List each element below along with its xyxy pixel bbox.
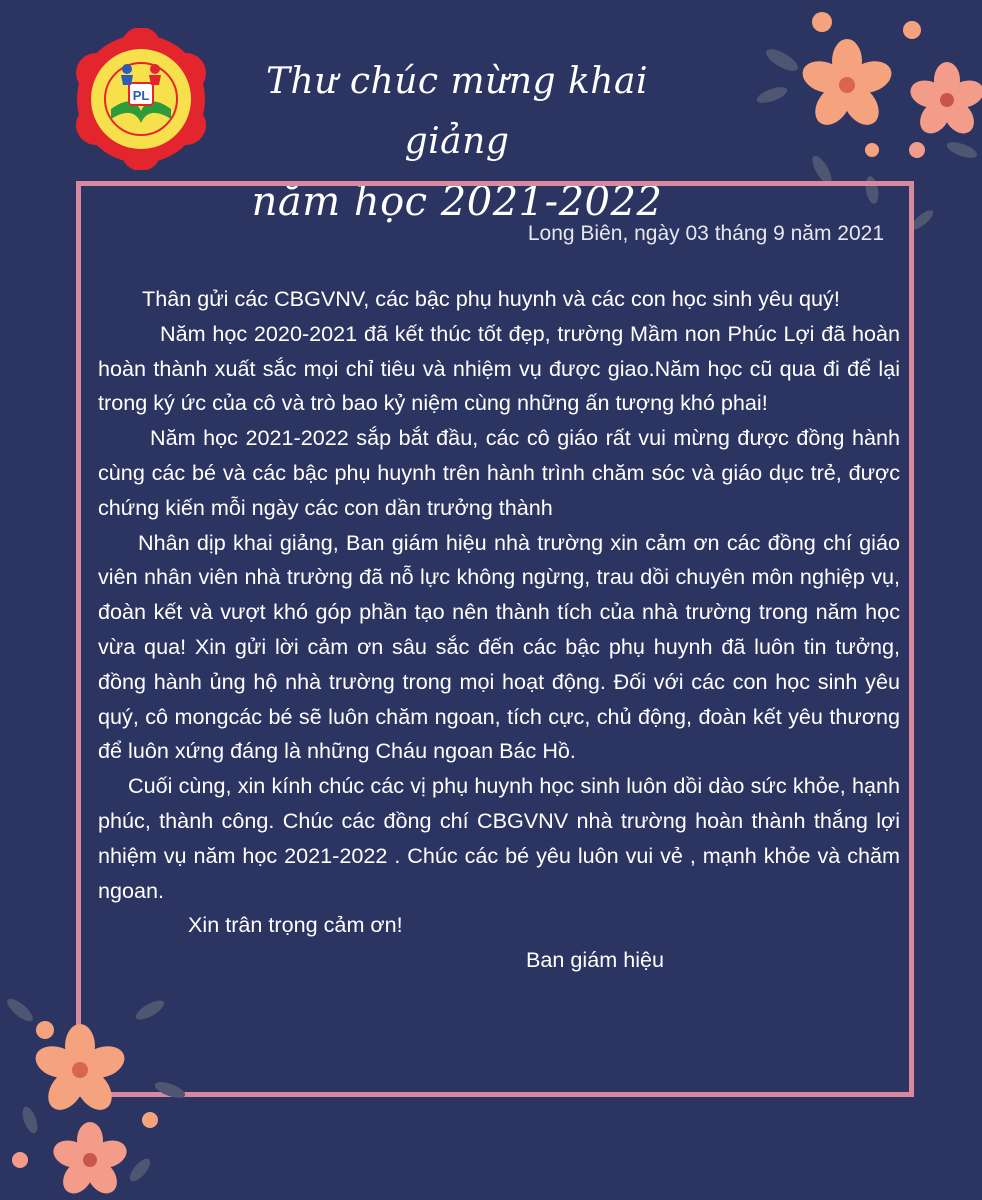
paragraph-thanks: Nhân dịp khai giảng, Ban giám hiệu nhà trường xin cảm ơn các đồng chí giáo viên nhân viên nhà trường đã nỗ lực không ngừng, trau dồi chuyên môn nghiệp vụ, đoàn kết và vượt khó góp phần tạo nên thành tích của nhà trường trong năm học vừa qua! Xin gửi lời cảm ơn sâu sắc đến các bậc phụ huynh đã luôn tin tưởng, đồng hành ủng hộ nhà trường trong mọi hoạt động. Đối với các con học sinh yêu quý, cô mongcác bé sẽ luôn chăm ngoan, tích cực, chủ động, đoàn kết yêu thương để luôn xứng đáng là những Cháu ngoan Bác Hồ.: [98, 529, 900, 764]
school-logo: [70, 28, 212, 170]
svg-text:PL: PL: [132, 88, 150, 103]
flower-logo-icon: [70, 28, 212, 170]
flower-decoration-bottom-left-icon: [0, 970, 230, 1200]
letter-date: Long Biên, ngày 03 tháng 9 năm 2021: [527, 222, 884, 245]
closing-thanks: Xin trân trọng cảm ơn!: [188, 912, 403, 938]
paragraph-new-year: Năm học 2021-2022 sắp bắt đầu, các cô giáo rất vui mừng được đồng hành cùng các bé và các bậc phụ huynh trên hành trình chăm sóc và giáo dục trẻ, được chứng kiến mỗi ngày các con dần trưởng thành: [98, 425, 900, 520]
paragraph-greeting: Thân gửi các CBGVNV, các bậc phụ huynh và các con học sinh yêu quý!: [142, 286, 840, 311]
signature: Ban giám hiệu: [526, 947, 665, 973]
paragraph-wishes: Cuối cùng, xin kính chúc các vị phụ huynh học sinh luôn dồi dào sức khỏe, hạnh phúc, thành công. Chúc các đồng chí CBGVNV nhà trường hoàn thành thắng lợi nhiệm vụ năm học 2021-2022 . Chúc các bé yêu luôn vui vẻ , mạnh khỏe và chăm ngoan.: [98, 773, 900, 903]
paragraph-previous-year: Năm học 2020-2021 đã kết thúc tốt đẹp, trường Mầm non Phúc Lợi đã hoàn hoàn thành xuất sắc mọi chỉ tiêu và nhiệm vụ được giao.Năm học cũ qua đi để lại trong ký ức của cô và trò bao kỷ niệm cùng những ấn tượng khó phai!: [98, 320, 900, 416]
title-line-2: năm học 2021-2022: [251, 179, 663, 225]
letter-body: [98, 282, 900, 978]
title-line-1: Thư chúc mừng khai giảng: [266, 61, 648, 162]
